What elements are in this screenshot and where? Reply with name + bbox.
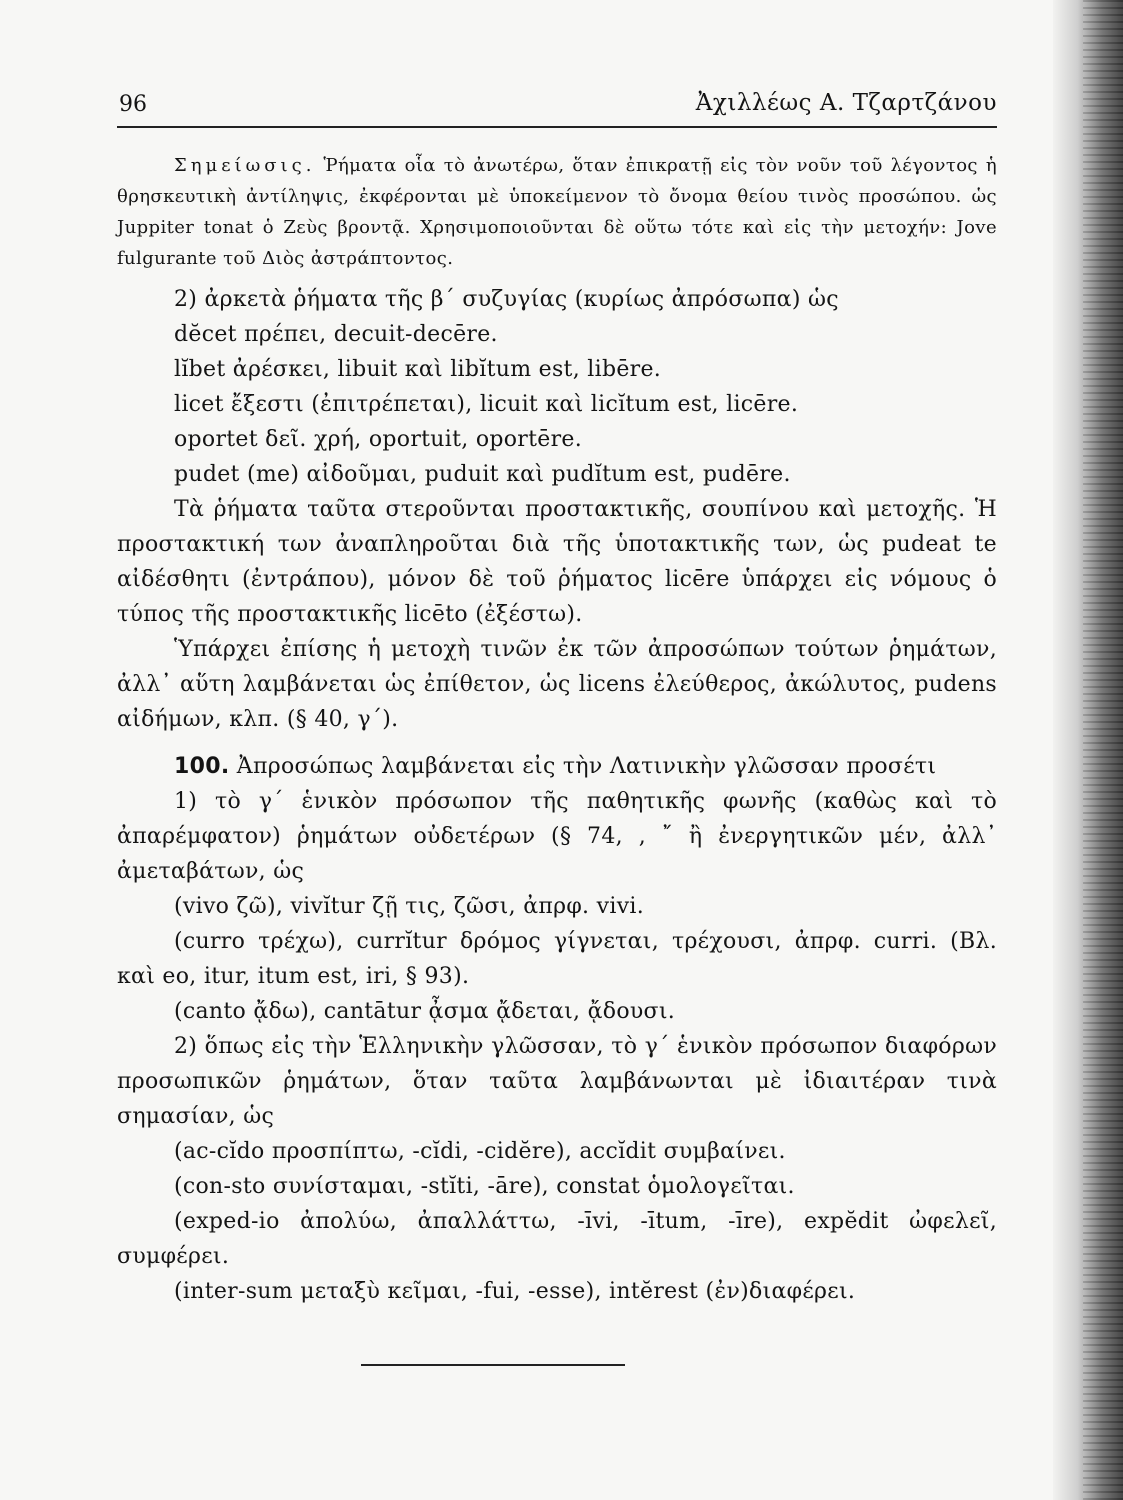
paragraph: 2) ὅπως εἰς τὴν Ἑλληνικὴν γλῶσσαν, τὸ γ΄ ἑνικὸν πρόσωπον διαφόρων προσωπικῶν ῥημάτων, ὅταν ταῦτα λαμβάνωνται μὲ ἰδιαιτέραν τινὰ σημασίαν, ὡς: [117, 1034, 997, 1129]
text-line: (ac-cĭdo προσπίπτω, -cĭdi, -cidĕre), accĭdit συμβαίνει.: [174, 1139, 786, 1164]
paragraph: (curro τρέχω), currĭtur δρόμος γίγνεται, τρέχουσι, ἀπρφ. curri. (Βλ. καὶ eo, itur, itum est, iri, § 93).: [117, 929, 997, 989]
section-text: Ἀπροσώπως λαμβάνεται εἰς τὴν Λατινικὴν γλῶσσαν προσέτι: [229, 754, 937, 779]
page-number: 96: [119, 92, 147, 117]
text-line: (canto ᾄδω), cantātur ᾆσμα ᾄδεται, ᾄδουσι.: [174, 999, 676, 1024]
text-line: pudet (me) αἰδοῦμαι, puduit καὶ pudĭtum est, pudēre.: [174, 462, 791, 487]
text-line: (vivo ζῶ), vivĭtur ζῇ τις, ζῶσι, ἀπρφ. vivi.: [174, 894, 645, 919]
text-line: 2) ἀρκετὰ ῥήματα τῆς β΄ συζυγίας (κυρίως ἀπρόσωπα) ὡς: [174, 287, 839, 312]
page-header: [117, 88, 997, 128]
text-line: dĕcet πρέπει, decuit-decēre.: [174, 322, 498, 347]
text-line: (inter-sum μεταξὺ κεῖμαι, -fui, -esse), intĕrest (ἐν)διαφέρει.: [174, 1279, 856, 1304]
running-title: Ἀχιλλέως Α. Τζαρτζάνου: [695, 90, 997, 116]
text-line: oportet δεῖ. χρή, oportuit, oportēre.: [174, 427, 583, 452]
text-line: lĭbet ἀρέσκει, libuit καὶ libĭtum est, libēre.: [174, 357, 662, 382]
footnote-remark: [117, 150, 997, 274]
paragraph: 1) τὸ γ΄ ἑνικὸν πρόσωπον τῆς παθητικῆς φωνῆς (καθὼς καὶ τὸ ἀπαρέμφατον) ῥημάτων οὐδετέρων (§ 74, , ῎ ἢ ἐνεργητικῶν μέν, ἀλλ᾽ ἀμεταβάτων, ὡς: [117, 789, 997, 884]
text-line: (con-sto συνίσταμαι, -stĭti, -āre), constat ὁμολογεῖται.: [174, 1174, 795, 1199]
section-heading: [117, 749, 997, 784]
section-number: 100.: [174, 754, 230, 779]
paragraph: (exped-io ἀπολύω, ἀπαλλάττω, -īvi, -ītum, -īre), expĕdit ὠφελεῖ, συμφέρει.: [117, 1209, 997, 1269]
remark-label: Σημείωσις.: [174, 155, 316, 176]
text-line: licet ἔξεστι (ἐπιτρέπεται), licuit καὶ licĭtum est, licēre.: [174, 392, 799, 417]
end-rule-divider: [361, 1364, 625, 1366]
paragraph: Ὑπάρχει ἐπίσης ἡ μετοχὴ τινῶν ἐκ τῶν ἀπροσώπων τούτων ῥημάτων, ἀλλ᾽ αὕτη λαμβάνεται ὡς ἐπίθετον, ὡς licens ἐλεύθερος, ἀκώλυτος, pudens αἰδήμων, κλπ. (§ 40, γ΄).: [117, 637, 997, 732]
paragraph: Τὰ ῥήματα ταῦτα στεροῦνται προστακτικῆς, σουπίνου καὶ μετοχῆς. Ἡ προστακτική των ἀναπληροῦται διὰ τῆς ὑποτακτικῆς των, ὡς pudeat te αἰδέσθητι (ἐντράπου), μόνον δὲ τοῦ ῥήματος licēre ὑπάρχει εἰς νόμους ὁ τύπος τῆς προστακτικῆς licēto (ἐξέστω).: [117, 497, 997, 627]
body-text: [117, 282, 997, 1309]
page-edges: [1083, 0, 1123, 1500]
remark-text: Ῥήματα οἷα τὸ ἀνωτέρω, ὅταν ἐπικρατῇ εἰς τὸν νοῦν τοῦ λέγοντος ἡ θρησκευτικὴ ἀντίληψις, ἐκφέρονται μὲ ὑποκείμενον τὸ ὄνομα θείου τινὸς προσώπου. ὡς Juppiter tonat ὁ Ζεὺς βροντᾷ. Χρησιμοποιοῦνται δὲ οὕτω τότε καὶ εἰς τὴν μετοχήν: Jove fulgurante τοῦ Διὸς ἀστράπτοντος.: [117, 155, 997, 269]
book-page: [117, 88, 997, 1309]
